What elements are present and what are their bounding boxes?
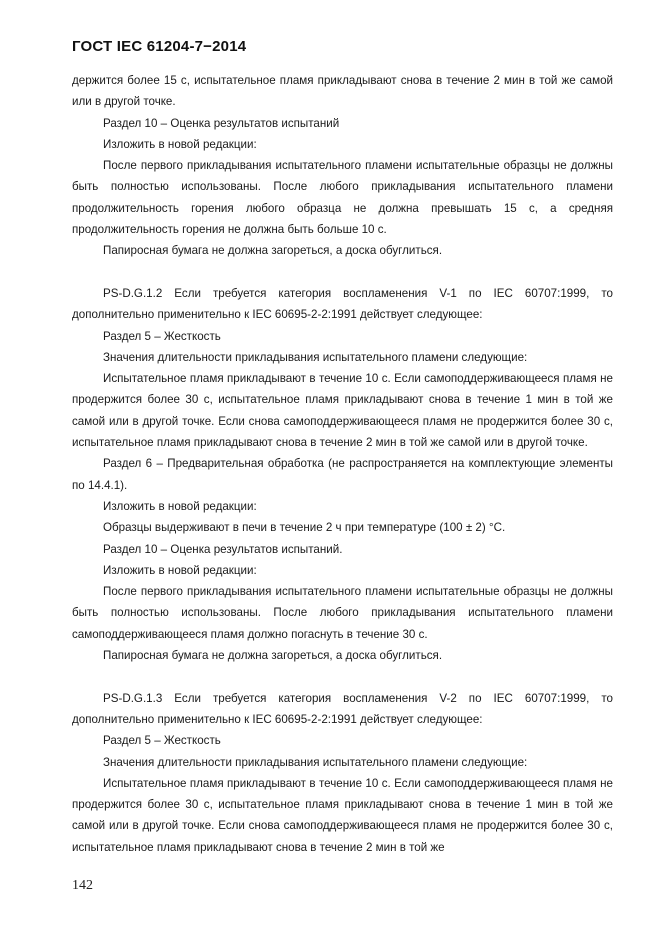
clause-paragraph: PS-D.G.1.3 Если требуется категория воспламенения V-2 по IEC 60707:1999, то дополнительно применительно к IEC 60695-2-2:1991 действует следующее: xyxy=(72,691,613,726)
section-heading: Раздел 6 – Предварительная обработка (не распространяется на комплектующие элементы по 14.4.1). xyxy=(72,457,613,492)
paragraph: После первого прикладывания испытательного пламени испытательные образцы не должны быть полностью использованы. После любого прикладывания испытательного пламени продолжительность горения любого образца не должна превышать 15 с, а средняя продолжительность горения не должна быть больше 10 с. xyxy=(72,159,613,237)
clause-paragraph: PS-D.G.1.2 Если требуется категория воспламенения V-1 по IEC 60707:1999, то дополнительно применительно к IEC 60695-2-2:1991 действует следующее: xyxy=(72,286,613,322)
page-number: 142 xyxy=(72,878,93,893)
paragraph: После первого прикладывания испытательного пламени испытательные образцы не должны быть полностью использованы. После любого прикладывания испытательного пламени самоподдерживающееся пламя должно погаснуть в течение 30 с. xyxy=(72,585,613,641)
document-header: ГОСТ IEC 61204-7−2014 xyxy=(72,38,247,55)
section-heading: Раздел 5 – Жесткость xyxy=(103,329,221,343)
document-body xyxy=(72,70,613,858)
section-heading: Раздел 5 – Жесткость xyxy=(103,734,221,748)
paragraph: Папиросная бумага не должна загореться, а доска обуглиться. xyxy=(103,649,443,663)
section-heading: Раздел 10 – Оценка результатов испытаний xyxy=(103,116,340,130)
paragraph: Испытательное пламя прикладывают в течение 10 с. Если самоподдерживающееся пламя не продержится более 30 с, испытательное пламя прикладывают снова в течение 1 мин в той же самой или в другой точке. Если снова самоподдерживающееся пламя не продержится более 30 с, испытательное пламя прикладывают снова в течение 2 мин в той же самой или в другой точке. xyxy=(72,372,613,450)
section-heading: Раздел 10 – Оценка результатов испытаний. xyxy=(103,542,343,556)
paragraph: Образцы выдерживают в печи в течение 2 ч при температуре (100 ± 2) °С. xyxy=(103,521,506,535)
paragraph: Изложить в новой редакции: xyxy=(103,563,257,577)
paragraph: Папиросная бумага не должна загореться, а доска обуглиться. xyxy=(103,244,443,258)
paragraph: Испытательное пламя прикладывают в течение 10 с. Если самоподдерживающееся пламя не продержится более 30 с, испытательное пламя прикладывают снова в течение 1 мин в той же самой или в другой точке. Если снова самоподдерживающееся пламя не продержится более 30 с, испытательное пламя прикладывают снова в течение 2 мин в той же xyxy=(72,776,613,854)
paragraph: Изложить в новой редакции: xyxy=(103,499,257,513)
paragraph: Изложить в новой редакции: xyxy=(103,137,257,151)
paragraph: Значения длительности прикладывания испытательного пламени следующие: xyxy=(103,350,528,364)
paragraph: держится более 15 с, испытательное пламя прикладывают снова в течение 2 мин в той же самой или в другой точке. xyxy=(72,74,613,109)
paragraph: Значения длительности прикладывания испытательного пламени следующие: xyxy=(103,755,528,769)
